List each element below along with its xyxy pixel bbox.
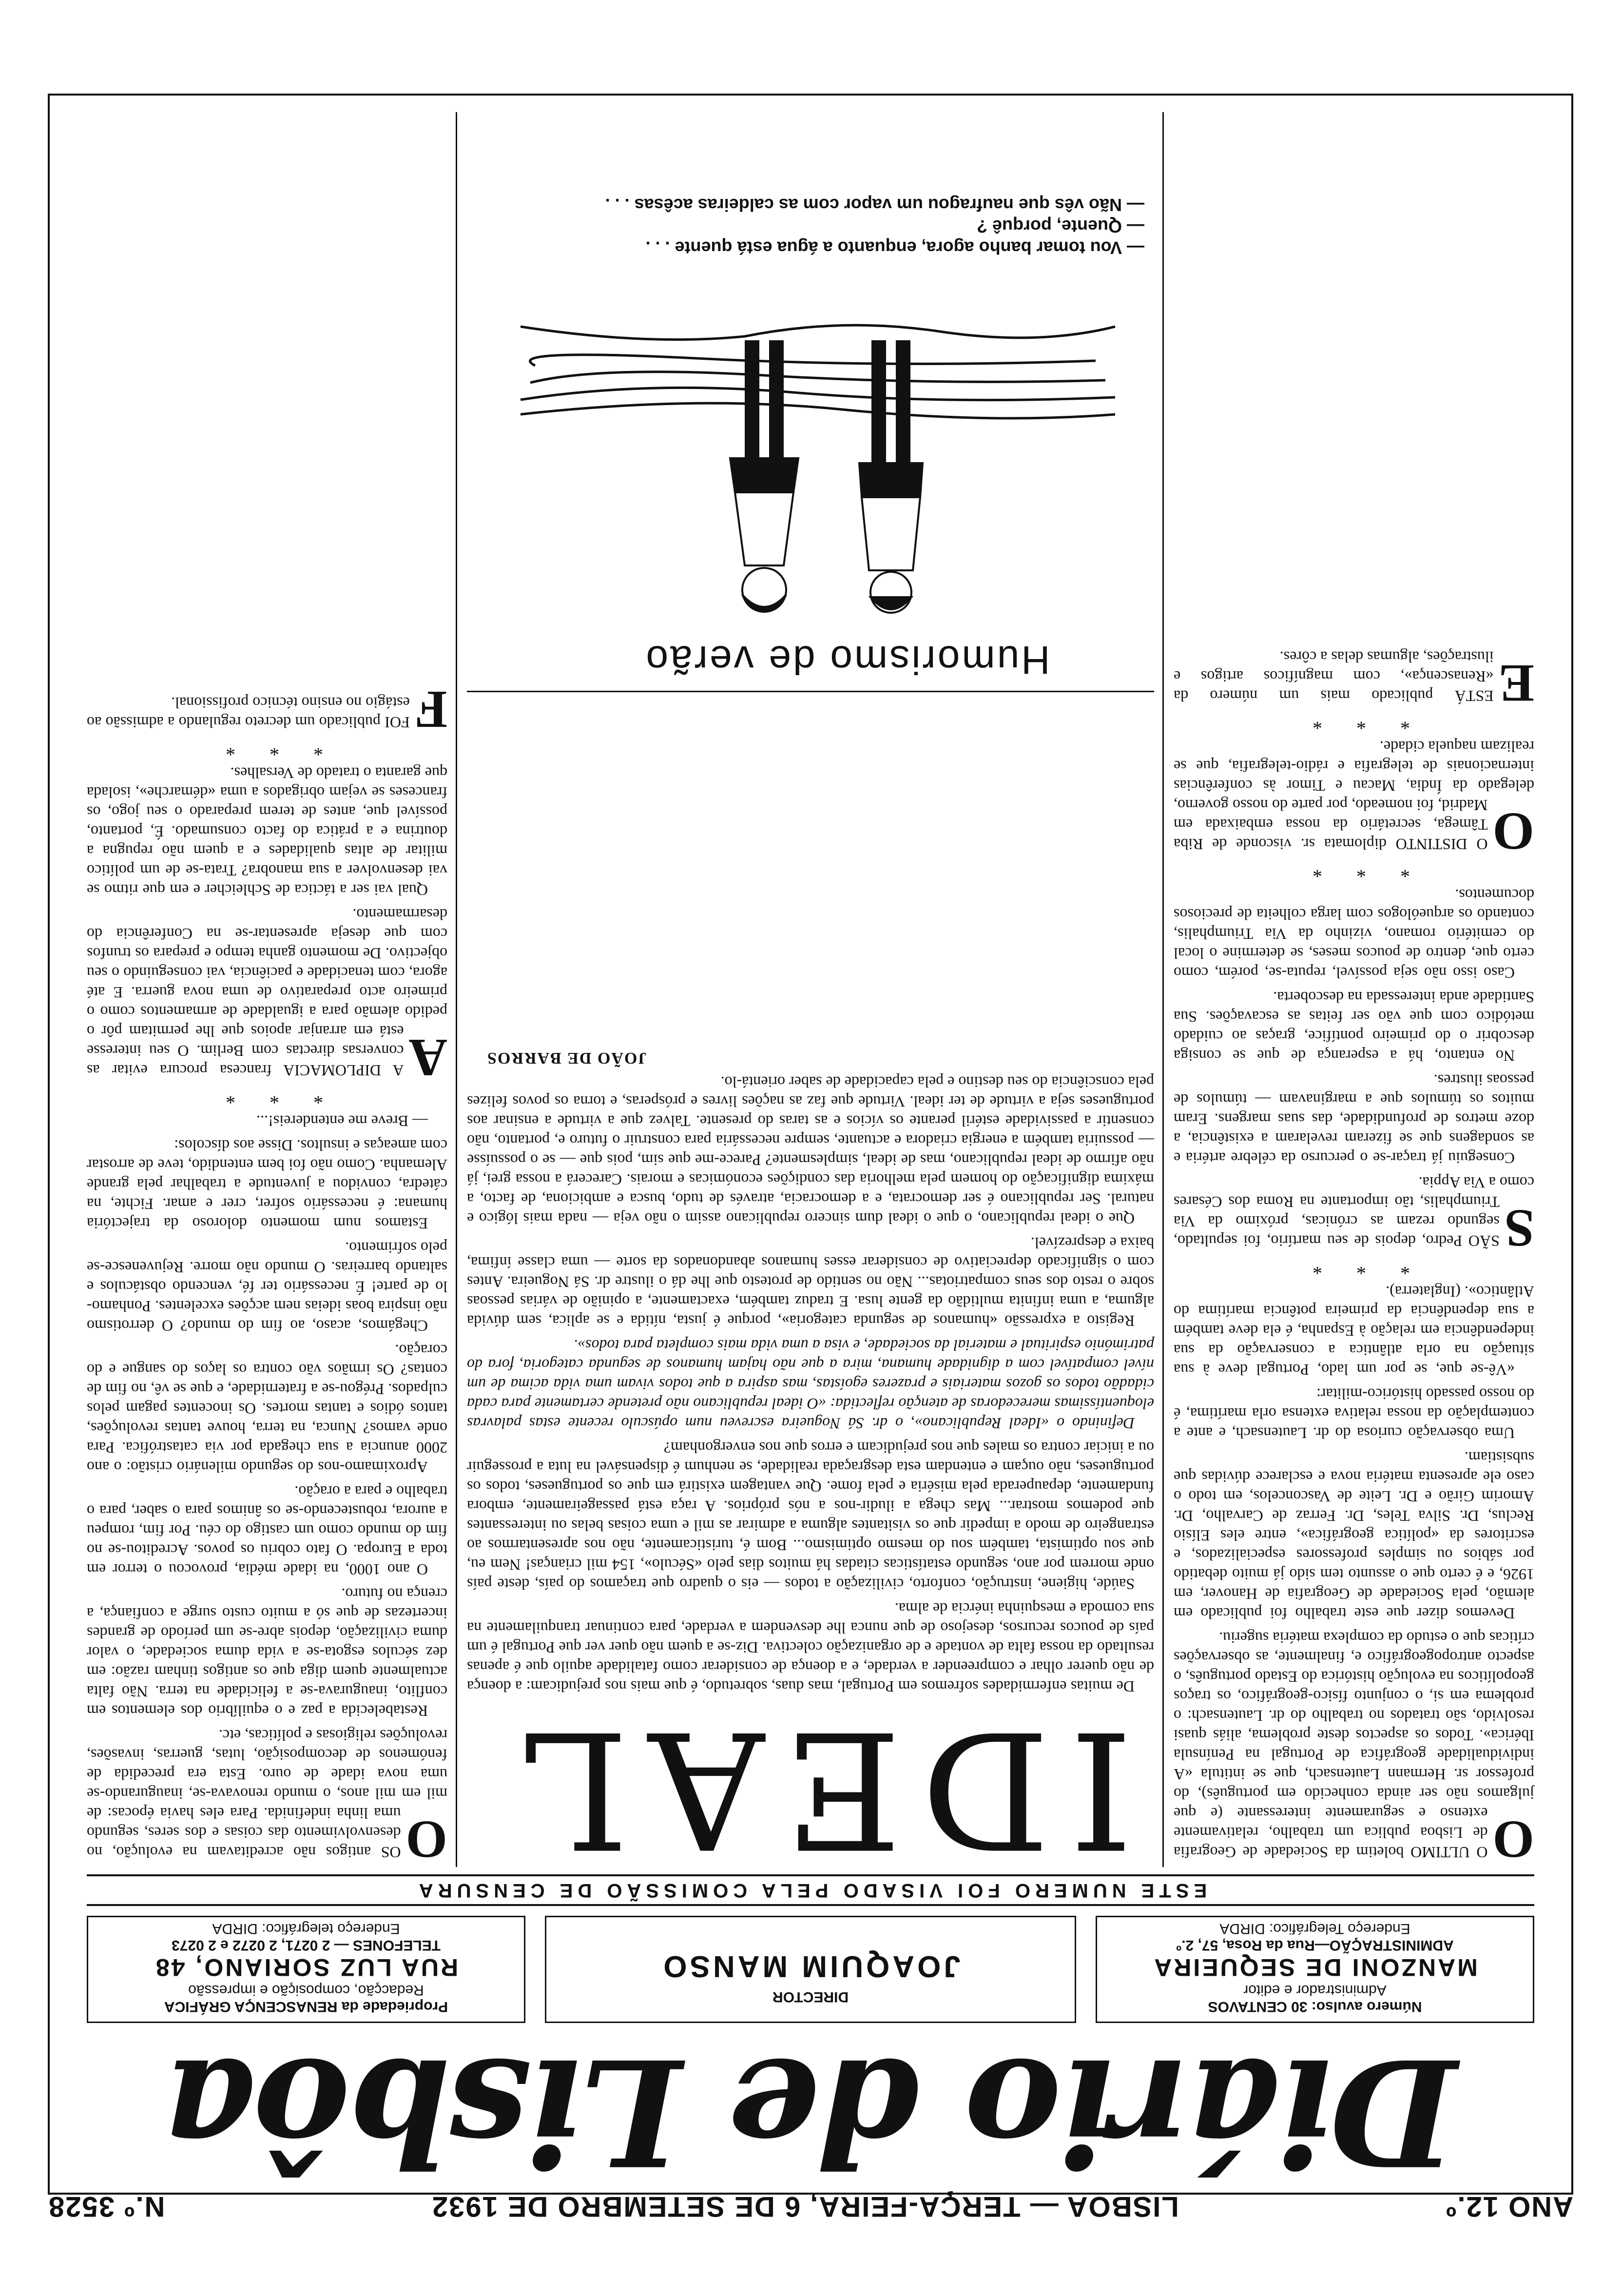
issue-number: N.º 3528 [48, 2191, 165, 2222]
renascenca-article: E ESTÁ publicado mais um número da «Renascença», com magníficos artigos e ilustrações, algumas delas a côres. [1174, 648, 1534, 713]
paragraph: Chegámos, acaso, ao fim do mundo? O derrotismo não inspira boas ideias nem acções excelentes. Ponhamo-lo de parte! É necessário ter fé, vencendo obstáculos e saltando barreiras. O mundo não morre. Rejuvenesce-se pelo sofrimento. [87, 1239, 447, 1335]
ideal-headline: IDEAL [502, 1695, 1133, 1883]
director-name: JOAQUIM MANSO [660, 1949, 961, 1983]
decree-article: F FOI publicado um decreto regulando a admissão ao estágio no ensino técnico profissional. [87, 680, 447, 739]
publisher-box [87, 1916, 525, 2023]
cartoon-caption [530, 194, 1144, 258]
article-author: JOÃO DE BARROS [486, 1049, 647, 1067]
diplomat-article: O O DISTINTO diplomata sr. visconde de Riba Tâmega, secretário da nossa embaixada em Madrid, foi nomeado, por parte do nosso governo, delegado da Índia, Macau e Timor às conferências internacionais de telegrafia e rádio-telegrafia, que se realizam naquela cidade. [1174, 738, 1534, 861]
censorship-notice: ESTE NUMERO FOI VISADO PELA COMISSÃO DE CENSURA [87, 1874, 1534, 1906]
paragraph: Definindo o «Ideal Republicano», o dr. Sá Nogueira escreveu num opúsculo recente estas palavras eloquentíssimas merecedoras de atenção reflectida: «O ideal republicano não pretende certamente para cada cidadão todos os gozos materiais e prazeres egoístas, mas aspira a que todos vivam uma vida acima de um nível compatível com a dignidade humana, mira a que não hajam humanos de segunda categoria, fora do património espiritual e material da sociedade, e visa a uma vida mais completa para todos». [467, 1337, 1154, 1432]
section-separator: * * * [1298, 1257, 1410, 1279]
paragraph: Uma observação curiosa do dr. Lautensach, e ante a contemplação da nossa relativa extensa orla marítima, é do nosso passado histórico-militar: [1174, 1385, 1534, 1442]
printing-line: Redacção, composição e impressão [188, 1982, 424, 1998]
price-line: Número avulso: 30 CENTAVOS [1208, 1999, 1422, 2015]
caption-line: — Vou tomar banho agora, enquanto a água está quente . . . [645, 238, 1144, 258]
section-separator: * * * [211, 1086, 323, 1108]
paragraph: Conseguiu já traçar-se o percurso da célebre artéria e as sondagens que se fizeram revelaram a existência, a doze metros de profundidade, das suas margens. Eram muitos os túmulos que a marginavam — túmulos de pessoas ilustres. [1174, 1071, 1534, 1167]
saint-peter-article: S SÃO Pedro, depois de seu martírio, foi sepultado, segundo rezam as crónicas, próximo da Via Triumphalis, tão importante na Roma dos Césares como a Via Appia. [1174, 1174, 1534, 1258]
left-column [1174, 642, 1534, 1869]
paragraph: «Vê-se que, se por um lado, Portugal deve à sua situação na orla atlântica a conservação da sua independência em relação à Espanha, é ela deve também a sua dependência da primeira potência marítima do Atlântico». (Inglaterra). [1174, 1283, 1534, 1379]
caption-line: — Não vês que naufragou um vapor com as caldeiras acêsas . . . [605, 195, 1144, 215]
telegraph-address-left: Endereço Telegráfico: DIRDA [1219, 1921, 1410, 1937]
dateline: LISBOA — TERÇA-FEIRA, 6 DE SETEMBRO DE 1932 [431, 2191, 1179, 2222]
paragraph: Aproximamo-nos do segundo milenário cristão: o ano 2000 anuncia a sua chegada por via catastrófica. Para onde vamos? Nunca, na terra, houve tantas revoluções, tantos ódios e tantas mortes. Os inocentes pagam pelos culpados. Prégou-se a fraternidade, e que se vê, no fim de contas? Os irmãos vão contra os laços do sangue e do coração. [87, 1342, 447, 1476]
paragraph: Saúde, higiene, instrução, conforto, civilização a todos — eis o quadro que traçamos do país, deste país onde morrem por ano, segundo estatísticas citadas há muitos dias pelo «Século», 154 mil crianças! Nem eu, que sou optimista, também sou do mesmo optimismo... Bom é, turisticamente, não nos apresentarmos ao estrangeiro de modo a impedir que os visitantes alguma a admirar as mil e uma coisas belas ou interessantes que podemos mostrar... Mas chega a iludir-nos a nós próprios. A raça está passageiramente, embora fundamente, depauperada pela miséria e pela fome. Que vantagem existirá em que os portugueses, todos os portugueses, não ouçam e entendam esta desgraçada realidade, se nenhum é dispensável na luta a prosseguir ou a iniciar contra os males que nos prejudicam e erros que nos envergonham? [467, 1439, 1154, 1593]
editor-name: MANZONI DE SEQUEIRA [1152, 1954, 1478, 1981]
diplomacy-article: A A DIPLOMACIA francesa procura evitar as conversas directas com Berlim. O seu interesse está em arranjar apoios que lhe permitam pôr o pedido alemão para a igualdade de armamentos como o primeiro acto preparativo de uma nova guerra. E até agora, com tenacidade e paciência, vai conseguindo o seu objectivo. De momento ganha tempo e prepara os trunfos com que deseja apresentar-se na Conferência do desarmamento. [87, 906, 447, 1088]
geography-article: O O ULTIMO boletim da Sociedade de Geografia de Lisboa publica um trabalho, relativamente extenso e seguramente interessante (e que julgamos não ser ainda conhecido em português), do professor sr. Hermann Lautensach, que se intitula «A individualidade geográfica de Portugal na Península Ibérica». Todos os aspectos deste problema, aliás quasi resolvido, são tratados no trabalho do dr. Lautensach: o problema em si, o conjunto físico-geográfico, os traços geopolíticos na evolução histórica do Estado português, o aspecto antropogeográfico e, finalmente, as observações críticas que o estudo da complexa matéria sugeriu. [1174, 1629, 1534, 1869]
cartoon-title: Humorismo de verão [644, 638, 1050, 682]
director-box [545, 1916, 1076, 2023]
publisher-address: RUA LUZ SORIANO, 48 [154, 1954, 459, 1981]
paragraph: Estamos num momento doloroso da trajectória humana: é necessário sofrer, crer e amar. Fichte, na cátedra, convidou a juventude a trabalhar pela grande Alemanha. Como não foi bem entendido, teve de arrostar com ameaças e insultos. Disse aos díscolos: [87, 1137, 447, 1232]
paragraph: Caso isso não seja possível, reputa-se, porém, como certo que, dentro de poucos meses, se determine o local do cemitério romano, vizinho da Via Triumphalis, contando os arqueólogos com larga colheita de preciosos documentos. [1174, 886, 1534, 982]
paragraph: Restabelecida a paz e o equilíbrio dos elementos em conflito, inaugurava-se a felicidade na terra. Não falta actualmente quem diga que os antigos tinham razão: em dez séculos esgota-se a vida duma sociedade, o valor duma civilização, depois abre-se um período de grandes incertezas de que só a muito custo surge a confiança, a crença no futuro. [87, 1585, 447, 1720]
phone-numbers: TELEFONES — 2 0271, 2 0272 e 2 0273 [172, 1937, 441, 1953]
paragraph: — Breve me entendereis!... [256, 1112, 428, 1130]
sea-line [521, 403, 1115, 418]
cartoon-top-rule [467, 691, 1154, 692]
year-label: ANO 12.º [1445, 2191, 1573, 2222]
millennium-article: O OS antigos não acreditavam na evolução, no desenvolvimento das coisas e dos seres, segundo uma linha indefinida. Para eles havia épocas: de mil em mil anos, o mundo renovava-se, inaugurando-se uma nova idade de ouro. Esta era precedida de fenómenos de decomposição, lutas, guerras, invasões, revoluções religiosas e políticas, etc. [87, 1727, 447, 1869]
paragraph: O ano 1000, na idade média, provocou o terror em toda a Europa. O fato cobriu os povos. Acreditou-se no fim do mundo como um castigo do céu. Por fim, rompeu a aurora, robustecendo-se os ânimos para o saber, para o trabalho e para a oração. [87, 1483, 447, 1578]
telegraph-address-right: Endereço telegráfico: DIRDA [212, 1921, 400, 1937]
paragraph: Qual vai ser a táctica de Schleicher e em que ritmo se vai desenvolver a sua manobra? Trata-se de um político militar de altas qualidades e a quem não repugna a doutrina e a prática do facto consumado. É, portanto, possível que, antes de terem preparado o seu jogo, os franceses se vejam obrigados a uma «démarche», isolada que garanta o tratado de Versalhes. [87, 764, 447, 899]
editor-label: Administrador e editor [1243, 1982, 1387, 1998]
masthead: Diário de Lisbôa [164, 2026, 1457, 2198]
paragraph: Que o ideal republicano, o que o ideal dum sincero republicano assim o não veja — nada mais lógico e natural. Ser republicano é ser democrata, e a democracia, através de tudo, busca e ambiciona, de facto, a máxima dignificação do homem pela melhoria das condições económicas e morais. Carecerá a nossa grei, já não afirmo de ideal republicano, mas de ideal, simplesmente? Parece-me que sim, pois que — se o possuísse — possuiria também a energia criadora e actuante, sempre necessária para construir o futuro e, portanto, não consentir a passividade estéril perante os vícios e as taras do presente. Talvez que a virtude a ensinar aos portugueses seja a virtude de ter ideal. Virtude que faz as nações livres e prósperas, e torna os povos felizes pela consciência do seu destino e pela capacidade de saber orientá-lo. [467, 1073, 1154, 1227]
column-rule-right [456, 112, 457, 1867]
section-separator: * * * [211, 738, 323, 760]
right-column [87, 680, 447, 1869]
paragraph: Registo a expressão «humanos de segunda categoria», porque é justa, nítida e se aplica, sem dúvida alguma, a uma infinita multidão da gente lusa. E traduz também, exactamente, a opinião de várias pessoas sobre o resto dos seus compatriotas... Não no sentido de protesto que lhe dá o ilustre dr. Sá Nogueira. Antes com o significado depreciativo de considerar esses humanos abandonados da sorte — uma classe ínfima, baixa e desprezível. [467, 1234, 1154, 1330]
ideal-article [467, 1048, 1154, 1696]
rocks-line [521, 325, 1115, 340]
admin-address: ADMINISTRAÇÃO—Rua da Rosa, 57, 2.º [1176, 1937, 1454, 1953]
paragraph: No entanto, há a esperança de que se consiga descobrir o do primeiro pontífice, graças ao cuidado metódico com que vão ser feitas as escavações. Sua Santidade anda interessada na descoberta. [1174, 989, 1534, 1065]
section-separator: * * * [1298, 860, 1410, 882]
column-rule-left [1162, 112, 1164, 1867]
woman-figure [730, 341, 798, 612]
price-admin-box [1096, 1916, 1534, 2023]
paragraph: De muitas enfermidades sofremos em Portugal, mas duas, sobretudo, é que mais nos prejudicam: a doença de não querer olhar e compreender a verdade, e a doença de considerar como fatalidade aquilo que é apenas resultado da nossa falta de vontade e de organização colectiva. Diz-se a quem não quer ver que Portugal é um país de poucos recursos, desejoso de que nunca lhe desvendem a verdade, para continuar tranquilamente na sua comoda e mesquinha inércia de alma. [467, 1600, 1154, 1695]
director-label: DIRECTOR [772, 1989, 849, 2005]
paragraph: Devemos dizer que este trabalho foi publicado em alemão, pela Sociedade de Geografia de Hanover, em 1926, e é certo que o assunto tem sido já muito debatido por sábios ou simples professores especializados, e escritores da «política geográfica», entre eles Elísio Reclus, Dr. Silva Teles, Dr. Ferraz de Carvalho, Dr. Amorim Girão e Dr. Leite de Vasconcelos, em todo o caso ele apresenta matéria nova e esclarece dúvidas que subsistiam. [1174, 1449, 1534, 1622]
caption-line: — Quente, porquê ? [976, 216, 1144, 236]
section-separator: * * * [1298, 712, 1410, 734]
publisher-line: Propriedade da RENASCENÇA GRÁFICA [164, 1999, 448, 2015]
beach-cartoon-illustration [501, 268, 1135, 619]
